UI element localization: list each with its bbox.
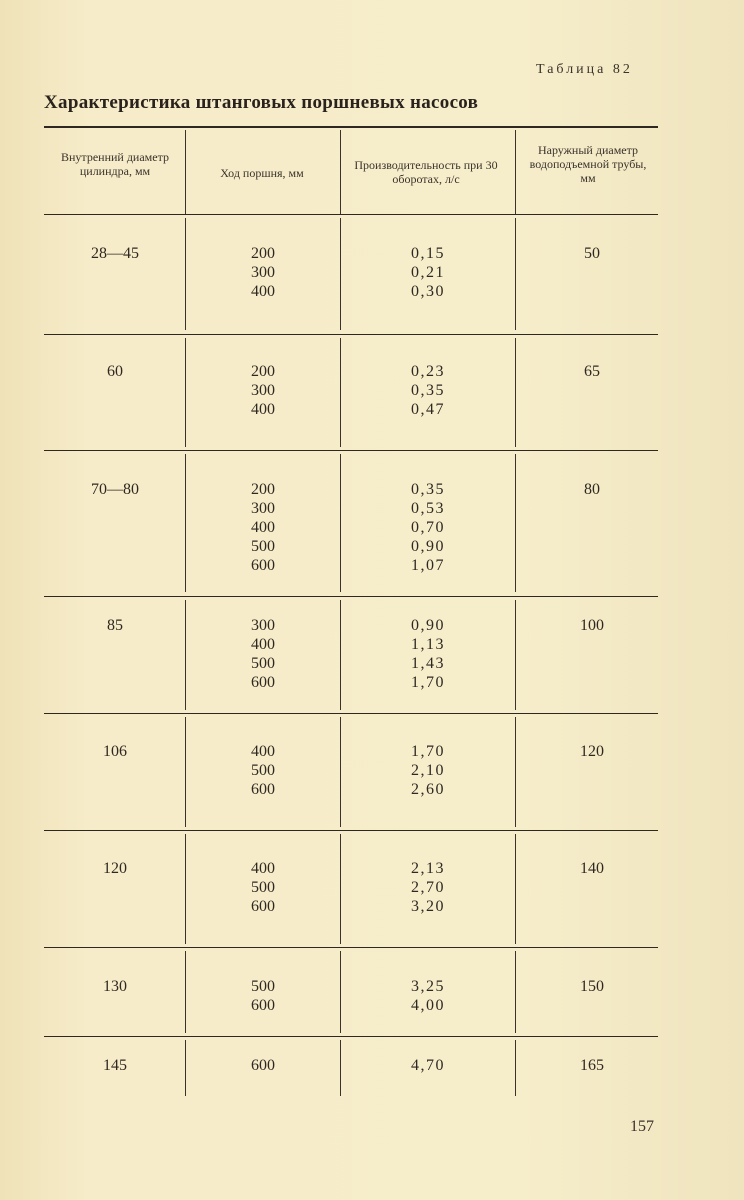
column-divider bbox=[340, 834, 341, 944]
cell-stroke: 600 bbox=[251, 781, 275, 798]
cell-capacity: 0,53 bbox=[411, 500, 445, 517]
row-group-rule bbox=[44, 450, 658, 451]
column-divider bbox=[515, 600, 516, 710]
cell-pipe-diameter: 120 bbox=[580, 743, 604, 760]
cell-capacity: 0,30 bbox=[411, 283, 445, 300]
column-divider bbox=[185, 834, 186, 944]
cell-capacity: 3,20 bbox=[411, 898, 445, 915]
cell-stroke: 600 bbox=[251, 898, 275, 915]
row-group-rule bbox=[44, 1036, 658, 1037]
cell-stroke: 500 bbox=[251, 655, 275, 672]
cell-stroke: 600 bbox=[251, 997, 275, 1014]
top-rule bbox=[44, 126, 658, 128]
header-column-divider bbox=[340, 130, 341, 214]
cell-capacity: 2,10 bbox=[411, 762, 445, 779]
header-capacity: Производительность при 30 оборотах, л/с bbox=[354, 158, 498, 186]
cell-pipe-diameter: 80 bbox=[584, 481, 600, 498]
cell-inner-diameter: 60 bbox=[107, 363, 123, 380]
cell-stroke: 300 bbox=[251, 382, 275, 399]
cell-stroke: 500 bbox=[251, 538, 275, 555]
row-group-rule bbox=[44, 334, 658, 335]
cell-capacity: 0,90 bbox=[411, 538, 445, 555]
header-column-divider bbox=[515, 130, 516, 214]
cell-inner-diameter: 130 bbox=[103, 978, 127, 995]
cell-inner-diameter: 120 bbox=[103, 860, 127, 877]
column-divider bbox=[340, 338, 341, 447]
column-divider bbox=[185, 951, 186, 1033]
page-number: 157 bbox=[630, 1118, 654, 1135]
cell-pipe-diameter: 65 bbox=[584, 363, 600, 380]
header-column-divider bbox=[185, 130, 186, 214]
column-divider bbox=[340, 1040, 341, 1096]
cell-inner-diameter: 106 bbox=[103, 743, 127, 760]
cell-stroke: 200 bbox=[251, 481, 275, 498]
column-divider bbox=[515, 717, 516, 827]
table-title: Характеристика штанговых поршневых насосов bbox=[44, 92, 479, 113]
cell-pipe-diameter: 140 bbox=[580, 860, 604, 877]
cell-stroke: 500 bbox=[251, 762, 275, 779]
column-divider bbox=[515, 338, 516, 447]
cell-stroke: 400 bbox=[251, 860, 275, 877]
header-rule bbox=[44, 214, 658, 215]
column-divider bbox=[340, 600, 341, 710]
cell-stroke: 400 bbox=[251, 743, 275, 760]
column-divider bbox=[340, 717, 341, 827]
cell-pipe-diameter: 150 bbox=[580, 978, 604, 995]
cell-stroke: 500 bbox=[251, 879, 275, 896]
cell-capacity: 0,35 bbox=[411, 481, 445, 498]
cell-inner-diameter: 145 bbox=[103, 1057, 127, 1074]
cell-inner-diameter: 85 bbox=[107, 617, 123, 634]
cell-capacity: 4,70 bbox=[411, 1057, 445, 1074]
column-divider bbox=[185, 600, 186, 710]
cell-capacity: 2,13 bbox=[411, 860, 445, 877]
column-divider bbox=[185, 338, 186, 447]
cell-stroke: 300 bbox=[251, 617, 275, 634]
cell-stroke: 400 bbox=[251, 636, 275, 653]
cell-capacity: 3,25 bbox=[411, 978, 445, 995]
cell-stroke: 300 bbox=[251, 500, 275, 517]
cell-stroke: 200 bbox=[251, 245, 275, 262]
column-divider bbox=[185, 218, 186, 330]
row-group-rule bbox=[44, 947, 658, 948]
column-divider bbox=[515, 454, 516, 592]
cell-capacity: 1,13 bbox=[411, 636, 445, 653]
cell-stroke: 600 bbox=[251, 557, 275, 574]
cell-capacity: 1,07 bbox=[411, 557, 445, 574]
cell-inner-diameter: 28—45 bbox=[91, 245, 139, 262]
cell-stroke: 200 bbox=[251, 363, 275, 380]
cell-stroke: 600 bbox=[251, 674, 275, 691]
cell-inner-diameter: 70—80 bbox=[91, 481, 139, 498]
column-divider bbox=[185, 454, 186, 592]
cell-capacity: 0,15 bbox=[411, 245, 445, 262]
cell-capacity: 4,00 bbox=[411, 997, 445, 1014]
cell-capacity: 1,43 bbox=[411, 655, 445, 672]
column-divider bbox=[340, 454, 341, 592]
cell-stroke: 400 bbox=[251, 283, 275, 300]
column-divider bbox=[185, 1040, 186, 1096]
cell-capacity: 0,47 bbox=[411, 401, 445, 418]
cell-pipe-diameter: 165 bbox=[580, 1057, 604, 1074]
cell-stroke: 300 bbox=[251, 264, 275, 281]
row-group-rule bbox=[44, 713, 658, 714]
cell-capacity: 2,70 bbox=[411, 879, 445, 896]
column-divider bbox=[515, 218, 516, 330]
cell-pipe-diameter: 50 bbox=[584, 245, 600, 262]
header-inner-diameter: Внутренний диаметр цилиндра, мм bbox=[61, 150, 169, 178]
column-divider bbox=[515, 834, 516, 944]
table-number-label: Таблица 82 bbox=[536, 62, 633, 77]
column-divider bbox=[340, 951, 341, 1033]
header-pipe-diameter: Наружный диаметр водоподъемной трубы, мм bbox=[529, 143, 647, 185]
cell-capacity: 1,70 bbox=[411, 743, 445, 760]
column-divider bbox=[515, 1040, 516, 1096]
cell-capacity: 0,35 bbox=[411, 382, 445, 399]
row-group-rule bbox=[44, 596, 658, 597]
cell-capacity: 0,90 bbox=[411, 617, 445, 634]
cell-capacity: 0,21 bbox=[411, 264, 445, 281]
header-piston-stroke: Ход поршня, мм bbox=[220, 166, 304, 180]
cell-stroke: 400 bbox=[251, 519, 275, 536]
cell-capacity: 0,23 bbox=[411, 363, 445, 380]
cell-stroke: 400 bbox=[251, 401, 275, 418]
cell-capacity: 2,60 bbox=[411, 781, 445, 798]
cell-stroke: 500 bbox=[251, 978, 275, 995]
column-divider bbox=[515, 951, 516, 1033]
column-divider bbox=[340, 218, 341, 330]
column-divider bbox=[185, 717, 186, 827]
cell-capacity: 1,70 bbox=[411, 674, 445, 691]
cell-capacity: 0,70 bbox=[411, 519, 445, 536]
row-group-rule bbox=[44, 830, 658, 831]
cell-stroke: 600 bbox=[251, 1057, 275, 1074]
cell-pipe-diameter: 100 bbox=[580, 617, 604, 634]
